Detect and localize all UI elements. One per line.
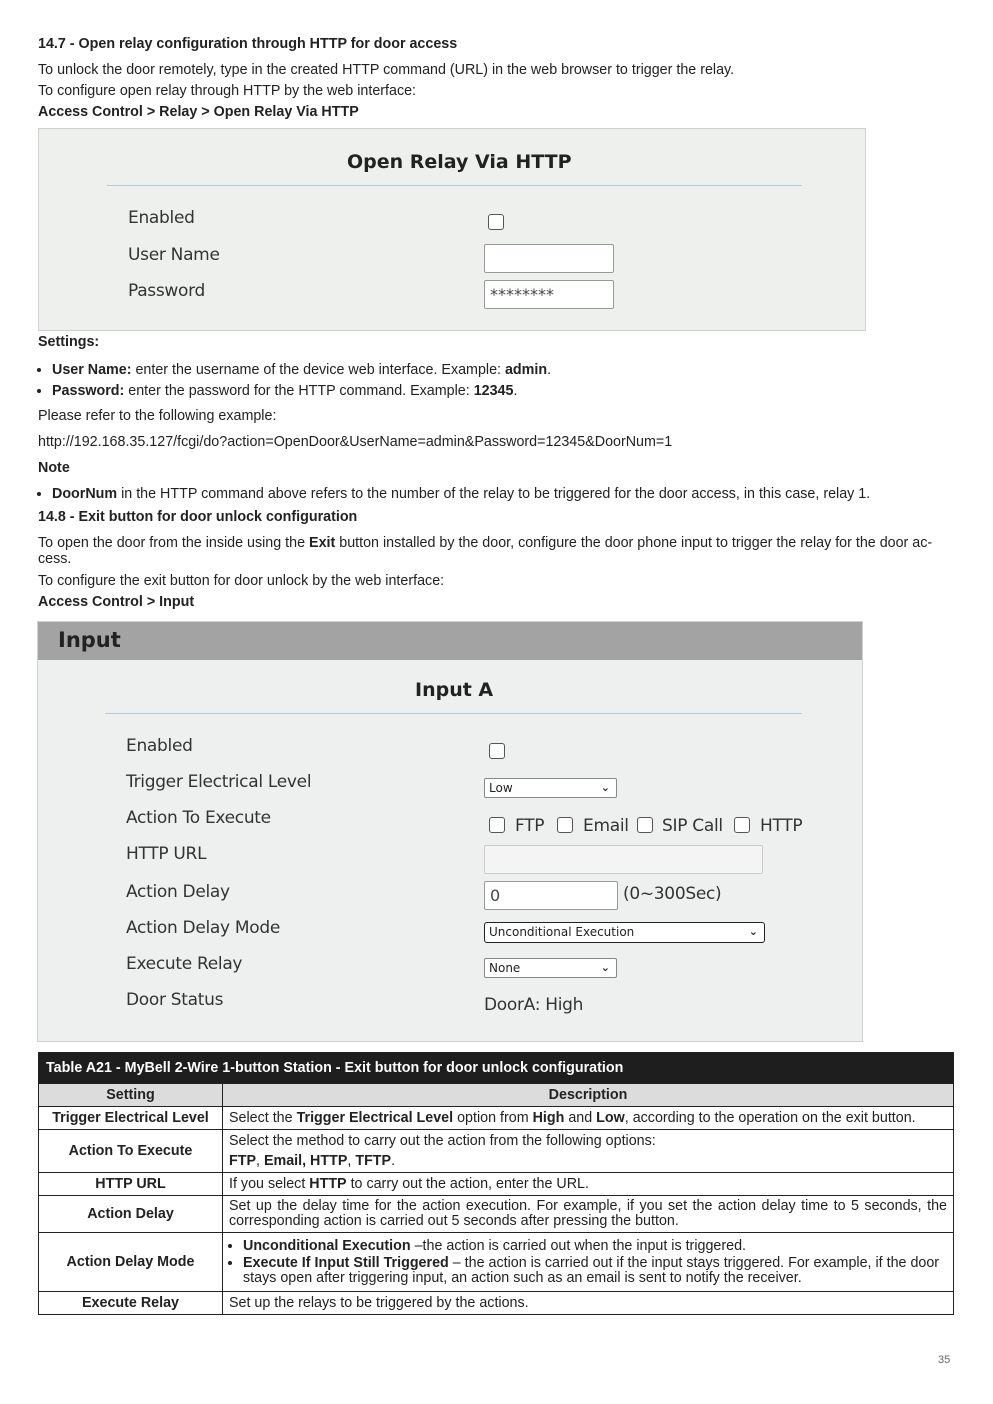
description-cell: If you select HTTP to carry out the action, enter the URL. <box>223 1173 954 1196</box>
delay-mode-label: Action Delay Mode <box>126 918 281 938</box>
delay-mode-select[interactable]: Unconditional Execution ⌄ <box>484 922 765 943</box>
password-input[interactable]: ******** <box>484 280 614 309</box>
enabled-checkbox[interactable] <box>488 214 504 230</box>
description-cell: Set up the delay time for the action execution. For example, if you set the action delay time to 5 seconds, the corresponding action is carried out 5 seconds after pressing the button. <box>223 1196 954 1233</box>
table-row <box>39 1233 954 1292</box>
list-item: • Password: enter the password for the HTTP command. Example: 12345. <box>52 381 551 402</box>
settings-table <box>38 1052 954 1315</box>
email-checkbox[interactable] <box>557 817 573 833</box>
relay-select[interactable]: None ⌄ <box>484 958 617 978</box>
intro-text: To unlock the door remotely, type in the created HTTP command (URL) in the web browser to trigger the relay. <box>38 62 735 78</box>
list-item: • Execute If Input Still Triggered – the action is carried out if the input stays triggered. For example, if the door stays open after triggering input, an action such as an email is sent to notify the receiver. <box>243 1256 947 1286</box>
list-item: • Unconditional Execution –the action is carried out when the input is triggered. <box>243 1238 947 1254</box>
http-url-label: HTTP URL <box>126 844 207 864</box>
enabled-label: Enabled <box>128 208 195 228</box>
description-cell: Select the method to carry out the action from the following options: FTP, Email, HTTP, TFTP. <box>223 1130 954 1173</box>
description-cell: Set up the relays to be triggered by the actions. <box>223 1292 954 1315</box>
username-input[interactable] <box>484 244 614 273</box>
http-option-label: HTTP <box>760 816 803 836</box>
door-status-value: DoorA: High <box>484 995 584 1015</box>
page-number: 35 <box>938 1354 951 1366</box>
table-caption: Table A21 - MyBell 2-Wire 1-button Station - Exit button for door unlock configuration <box>39 1053 954 1084</box>
note-list <box>38 486 870 502</box>
intro-text-cont: cess. <box>38 551 72 567</box>
section-heading-14-8: 14.8 - Exit button for door unlock configuration <box>38 509 358 525</box>
table-row <box>39 1107 954 1130</box>
delay-range: (0~300Sec) <box>623 884 722 904</box>
ftp-checkbox[interactable] <box>489 817 505 833</box>
delay-label: Action Delay <box>126 882 230 902</box>
door-status-label: Door Status <box>126 990 224 1010</box>
http-checkbox[interactable] <box>734 817 750 833</box>
intro-text: To open the door from the inside using the Exit button installed by the door, configure the door phone input to trigger the relay for the door ac- <box>38 535 933 551</box>
menu-path: Access Control > Input <box>38 594 195 610</box>
input-header-title: Input <box>58 628 121 652</box>
trigger-select[interactable]: Low ⌄ <box>484 778 617 798</box>
setting-cell: Action Delay Mode <box>39 1233 223 1292</box>
enabled-label: Enabled <box>126 736 193 756</box>
ftp-option-label: FTP <box>515 816 545 836</box>
sip-call-option-label: SIP Call <box>662 816 723 836</box>
description-cell <box>223 1233 954 1292</box>
intro-text-2: To configure open relay through HTTP by the web interface: <box>38 83 417 99</box>
title-divider <box>105 713 802 714</box>
settings-heading: Settings: <box>38 334 100 350</box>
intro-text-2: To configure the exit button for door unlock by the web interface: <box>38 573 445 589</box>
menu-path: Access Control > Relay > Open Relay Via HTTP <box>38 104 359 120</box>
description-cell: Select the Trigger Electrical Level option from High and Low, according to the operation on the exit button. <box>223 1107 954 1130</box>
input-header-bar <box>38 622 862 660</box>
open-relay-screenshot <box>38 128 866 331</box>
trigger-label: Trigger Electrical Level <box>126 772 312 792</box>
example-url: http://192.168.35.127/fcgi/do?action=OpenDoor&UserName=admin&Password=12345&DoorNum=1 <box>38 434 673 450</box>
username-label: User Name <box>128 245 220 265</box>
list-item: • DoorNum in the HTTP command above refers to the number of the relay to be triggered for the door access, in this case, relay 1. <box>52 486 870 502</box>
settings-list <box>38 360 551 402</box>
column-header: Setting <box>39 1084 223 1107</box>
setting-cell: Action To Execute <box>39 1130 223 1173</box>
action-label: Action To Execute <box>126 808 271 828</box>
password-label: Password <box>128 281 206 301</box>
table-header-row <box>39 1084 954 1107</box>
sip-call-checkbox[interactable] <box>637 817 653 833</box>
setting-cell: HTTP URL <box>39 1173 223 1196</box>
setting-cell: Trigger Electrical Level <box>39 1107 223 1130</box>
list-item: • User Name: enter the username of the device web interface. Example: admin. <box>52 360 551 381</box>
relay-label: Execute Relay <box>126 954 243 974</box>
setting-cell: Action Delay <box>39 1196 223 1233</box>
delay-input[interactable]: 0 <box>484 881 618 910</box>
refer-text: Please refer to the following example: <box>38 408 277 424</box>
column-header: Description <box>223 1084 954 1107</box>
table-row <box>39 1292 954 1315</box>
chevron-down-icon: ⌄ <box>748 925 758 938</box>
table-row <box>39 1173 954 1196</box>
table-row <box>39 1130 954 1173</box>
section-heading-14-7: 14.7 - Open relay configuration through HTTP for door access <box>38 36 458 52</box>
title-divider <box>107 185 802 186</box>
email-option-label: Email <box>583 816 629 836</box>
panel-title: Open Relay Via HTTP <box>347 151 572 173</box>
note-heading: Note <box>38 460 70 476</box>
chevron-down-icon: ⌄ <box>600 961 610 974</box>
table-row <box>39 1196 954 1233</box>
panel-title: Input A <box>415 679 494 701</box>
chevron-down-icon: ⌄ <box>600 781 610 794</box>
http-url-input[interactable] <box>484 845 763 874</box>
setting-cell: Execute Relay <box>39 1292 223 1315</box>
input-screenshot <box>37 621 863 1042</box>
enabled-checkbox[interactable] <box>489 743 505 759</box>
